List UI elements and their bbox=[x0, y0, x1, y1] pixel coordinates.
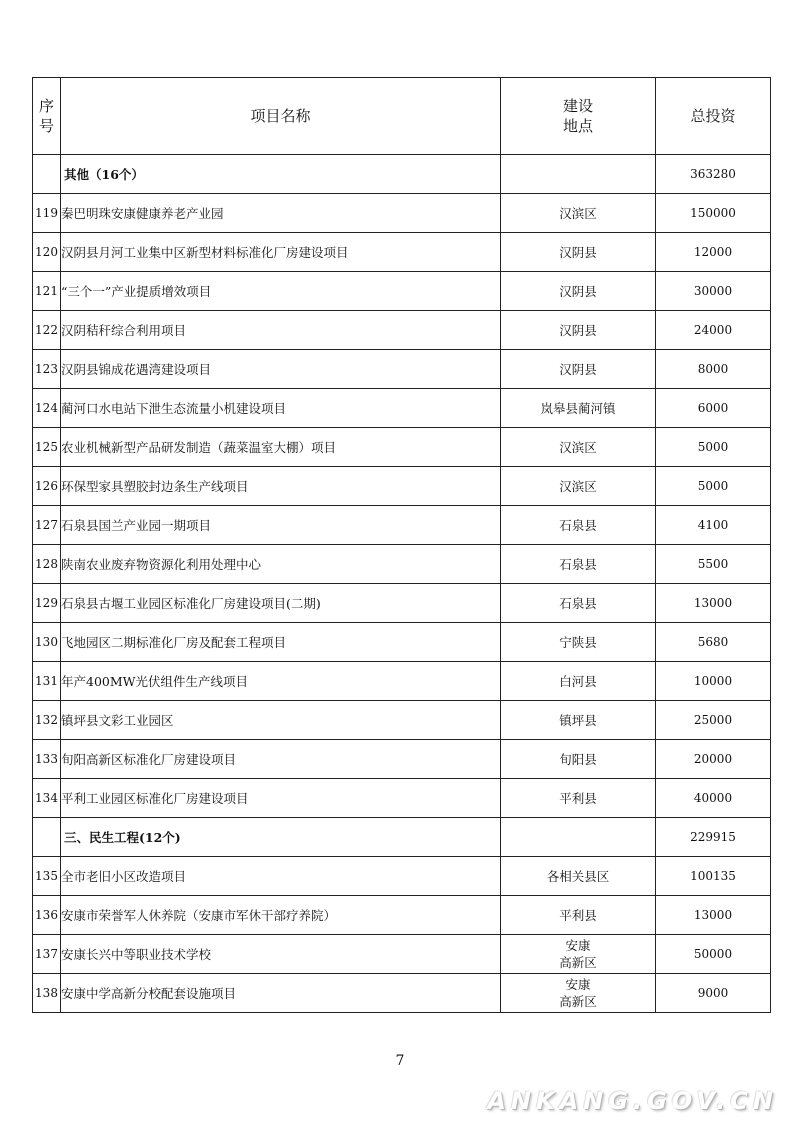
location-line: 高新区 bbox=[559, 994, 597, 1009]
table-body bbox=[33, 155, 771, 1013]
project-location bbox=[501, 935, 656, 974]
location-line: 旬阳县 bbox=[559, 751, 597, 767]
header-no bbox=[33, 78, 61, 155]
project-location bbox=[501, 974, 656, 1013]
project-location bbox=[501, 194, 656, 233]
table-row bbox=[33, 935, 771, 974]
location-line: 各相关县区 bbox=[546, 868, 610, 884]
row-number: 125 bbox=[33, 428, 61, 467]
table-row bbox=[33, 974, 771, 1013]
project-location bbox=[501, 896, 656, 935]
project-location bbox=[501, 506, 656, 545]
total-investment: 13000 bbox=[656, 896, 771, 935]
table-row bbox=[33, 545, 771, 584]
total-investment: 100135 bbox=[656, 857, 771, 896]
row-number: 136 bbox=[33, 896, 61, 935]
table-row bbox=[33, 701, 771, 740]
project-name: 秦巴明珠安康健康养老产业园 bbox=[61, 194, 501, 233]
total-investment: 5000 bbox=[656, 467, 771, 506]
row-number: 135 bbox=[33, 857, 61, 896]
row-number: 123 bbox=[33, 350, 61, 389]
table-row bbox=[33, 857, 771, 896]
location-line: 白河县 bbox=[559, 673, 597, 689]
project-name: 安康市荣誉军人休养院（安康市军休干部疗养院） bbox=[61, 896, 501, 935]
header-name: 项目名称 bbox=[61, 78, 501, 155]
total-investment: 363280 bbox=[656, 155, 771, 194]
project-location bbox=[501, 584, 656, 623]
total-investment: 50000 bbox=[656, 935, 771, 974]
project-name: 安康中学高新分校配套设施项目 bbox=[61, 974, 501, 1013]
project-location bbox=[501, 545, 656, 584]
total-investment: 20000 bbox=[656, 740, 771, 779]
location-line: 平利县 bbox=[559, 907, 597, 923]
project-table bbox=[32, 77, 771, 1013]
total-investment: 8000 bbox=[656, 350, 771, 389]
table-row bbox=[33, 623, 771, 662]
header-location-line: 建设 bbox=[562, 97, 593, 115]
total-investment: 25000 bbox=[656, 701, 771, 740]
row-number: 134 bbox=[33, 779, 61, 818]
location-line: 平利县 bbox=[559, 790, 597, 806]
project-name: 镇坪县文彩工业园区 bbox=[61, 701, 501, 740]
header-no-line: 序 bbox=[38, 97, 54, 115]
project-name: 年产400MW光伏组件生产线项目 bbox=[61, 662, 501, 701]
location-line: 安康 bbox=[565, 938, 591, 953]
row-number: 131 bbox=[33, 662, 61, 701]
table-row bbox=[33, 506, 771, 545]
header-no-line: 号 bbox=[38, 117, 54, 135]
table-row bbox=[33, 662, 771, 701]
total-investment: 40000 bbox=[656, 779, 771, 818]
header-investment: 总投资 bbox=[656, 78, 771, 155]
project-name: 旬阳高新区标准化厂房建设项目 bbox=[61, 740, 501, 779]
project-name: 汉阴秸秆综合利用项目 bbox=[61, 311, 501, 350]
total-investment: 6000 bbox=[656, 389, 771, 428]
location-line: 石泉县 bbox=[559, 595, 597, 611]
project-location bbox=[501, 233, 656, 272]
project-location bbox=[501, 467, 656, 506]
project-name: 飞地园区二期标准化厂房及配套工程项目 bbox=[61, 623, 501, 662]
total-investment: 12000 bbox=[656, 233, 771, 272]
project-location bbox=[501, 311, 656, 350]
row-number: 126 bbox=[33, 467, 61, 506]
total-investment: 5000 bbox=[656, 428, 771, 467]
location-line: 汉阴县 bbox=[559, 283, 597, 299]
project-name: 汉阴县锦成花遇湾建设项目 bbox=[61, 350, 501, 389]
row-number: 128 bbox=[33, 545, 61, 584]
table-row bbox=[33, 779, 771, 818]
header-row bbox=[33, 78, 771, 155]
location-line: 石泉县 bbox=[559, 556, 597, 572]
total-investment: 150000 bbox=[656, 194, 771, 233]
project-location bbox=[501, 857, 656, 896]
table-row bbox=[33, 194, 771, 233]
project-location bbox=[501, 155, 656, 194]
table-row bbox=[33, 350, 771, 389]
section-row bbox=[33, 818, 771, 857]
row-number: 129 bbox=[33, 584, 61, 623]
location-line: 汉滨区 bbox=[559, 439, 597, 455]
row-number: 138 bbox=[33, 974, 61, 1013]
project-location bbox=[501, 701, 656, 740]
project-name: 蔺河口水电站下泄生态流量小机建设项目 bbox=[61, 389, 501, 428]
page-number: 7 bbox=[395, 1053, 405, 1069]
table-row bbox=[33, 896, 771, 935]
row-number: 124 bbox=[33, 389, 61, 428]
header-location bbox=[501, 78, 656, 155]
project-name: 农业机械新型产品研发制造（蔬菜温室大棚）项目 bbox=[61, 428, 501, 467]
row-number: 120 bbox=[33, 233, 61, 272]
table-row bbox=[33, 389, 771, 428]
project-location bbox=[501, 428, 656, 467]
row-number: 119 bbox=[33, 194, 61, 233]
project-name: “三个一”产业提质增效项目 bbox=[61, 272, 501, 311]
table-row bbox=[33, 467, 771, 506]
location-line: 汉滨区 bbox=[559, 478, 597, 494]
total-investment: 9000 bbox=[656, 974, 771, 1013]
row-number bbox=[33, 818, 61, 857]
project-name: 石泉县国兰产业园一期项目 bbox=[61, 506, 501, 545]
project-location bbox=[501, 662, 656, 701]
project-name: 全市老旧小区改造项目 bbox=[61, 857, 501, 896]
total-investment: 4100 bbox=[656, 506, 771, 545]
location-line: 高新区 bbox=[559, 955, 597, 970]
location-line: 岚皋县蔺河镇 bbox=[540, 400, 616, 416]
total-investment: 24000 bbox=[656, 311, 771, 350]
row-number: 137 bbox=[33, 935, 61, 974]
row-number bbox=[33, 155, 61, 194]
row-number: 122 bbox=[33, 311, 61, 350]
row-number: 130 bbox=[33, 623, 61, 662]
row-number: 127 bbox=[33, 506, 61, 545]
project-name: 平利工业园区标准化厂房建设项目 bbox=[61, 779, 501, 818]
table-row bbox=[33, 740, 771, 779]
location-line: 汉阴县 bbox=[559, 244, 597, 260]
total-investment: 5680 bbox=[656, 623, 771, 662]
location-line: 宁陕县 bbox=[559, 634, 597, 650]
project-location bbox=[501, 779, 656, 818]
project-name: 陕南农业废弃物资源化利用处理中心 bbox=[61, 545, 501, 584]
row-number: 121 bbox=[33, 272, 61, 311]
table-row bbox=[33, 428, 771, 467]
section-title: 其他（16个） bbox=[61, 155, 501, 194]
location-line: 汉滨区 bbox=[559, 205, 597, 221]
location-line: 汉阴县 bbox=[559, 322, 597, 338]
project-location bbox=[501, 350, 656, 389]
project-location bbox=[501, 818, 656, 857]
total-investment: 229915 bbox=[656, 818, 771, 857]
location-line: 安康 bbox=[565, 977, 591, 992]
table-row bbox=[33, 584, 771, 623]
section-title: 三、民生工程(12个) bbox=[61, 818, 501, 857]
project-name: 安康长兴中等职业技术学校 bbox=[61, 935, 501, 974]
row-number: 132 bbox=[33, 701, 61, 740]
project-location bbox=[501, 623, 656, 662]
section-row bbox=[33, 155, 771, 194]
location-line: 汉阴县 bbox=[559, 361, 597, 377]
total-investment: 5500 bbox=[656, 545, 771, 584]
table-row bbox=[33, 311, 771, 350]
table-row bbox=[33, 233, 771, 272]
location-line: 石泉县 bbox=[559, 517, 597, 533]
row-number: 133 bbox=[33, 740, 61, 779]
project-name: 汉阴县月河工业集中区新型材料标准化厂房建设项目 bbox=[61, 233, 501, 272]
total-investment: 10000 bbox=[656, 662, 771, 701]
location-line: 镇坪县 bbox=[559, 712, 597, 728]
header-location-line: 地点 bbox=[562, 117, 593, 135]
table-row bbox=[33, 272, 771, 311]
watermark: ANKANG.GOV.CN bbox=[487, 1087, 778, 1115]
total-investment: 13000 bbox=[656, 584, 771, 623]
project-name: 环保型家具塑胶封边条生产线项目 bbox=[61, 467, 501, 506]
project-location bbox=[501, 272, 656, 311]
project-location bbox=[501, 740, 656, 779]
project-location bbox=[501, 389, 656, 428]
total-investment: 30000 bbox=[656, 272, 771, 311]
project-name: 石泉县古堰工业园区标准化厂房建设项目(二期) bbox=[61, 584, 501, 623]
